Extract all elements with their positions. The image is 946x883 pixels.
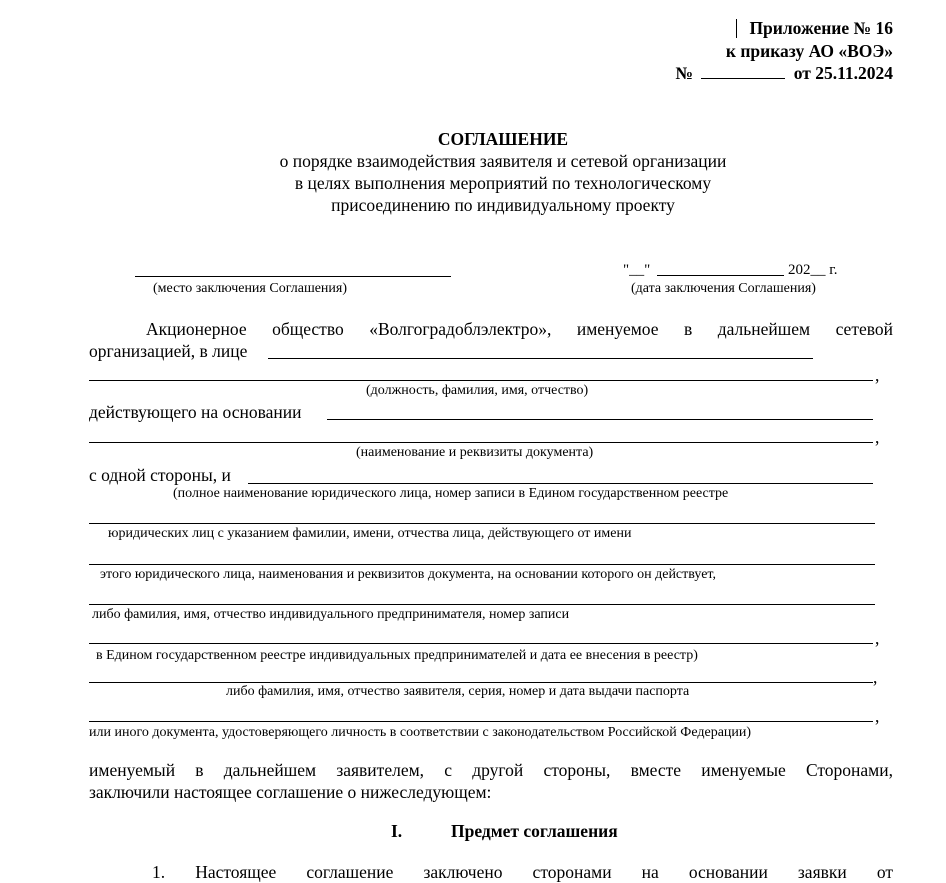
comma: ,	[875, 427, 880, 447]
document-subtitle-2: в целях выполнения мероприятий по технологическому	[294, 173, 712, 193]
comma: ,	[875, 628, 880, 648]
applicant-line-7	[89, 721, 873, 722]
document-caption: (наименование и реквизиты документа)	[356, 445, 594, 460]
applicant-caption-5: в Едином государственном реестре индивидуальных предпринимателей и дата ее внесения в реестр)	[96, 648, 698, 663]
applicant-line-3	[89, 564, 875, 565]
document-title: СОГЛАШЕНИЕ	[437, 129, 569, 149]
applicant-line-1	[248, 483, 873, 484]
section-number: I.	[391, 821, 403, 841]
text-cursor	[736, 19, 737, 38]
appendix-number: Приложение № 16	[749, 18, 893, 38]
intro-line-2: организацией, в лице	[89, 341, 248, 361]
place-caption: (место заключения Соглашения)	[153, 281, 348, 296]
closing-line-2: заключили настоящее соглашение о нижеследующем:	[89, 782, 492, 802]
applicant-line-2	[89, 523, 875, 524]
date-month-line	[657, 275, 784, 276]
applicant-caption-2: юридических лиц с указанием фамилии, имени, отчества лица, действующего от имени	[108, 526, 632, 541]
applicant-line-6	[89, 682, 873, 683]
closing-line-1: именуемый в дальнейшем заявителем, с другой стороны, вместе именуемые Сторонами,	[89, 760, 893, 780]
comma: ,	[875, 706, 880, 726]
position-line	[89, 380, 873, 381]
date-caption: (дата заключения Соглашения)	[631, 281, 816, 296]
document-line	[89, 442, 873, 443]
applicant-caption-6: либо фамилия, имя, отчество заявителя, серия, номер и дата выдачи паспорта	[226, 684, 690, 699]
date-day: "__"	[623, 262, 651, 278]
applicant-line-4	[89, 604, 875, 605]
basis-label: действующего на основании	[89, 402, 302, 422]
applicant-caption-1: (полное наименование юридического лица, номер записи в Едином государственном реестре	[173, 486, 729, 501]
intro-line-1: Акционерное общество «Волгоградоблэлектро», именуемое в дальнейшем сетевой	[146, 319, 893, 339]
date-year: 202__ г.	[788, 262, 838, 278]
applicant-line-5	[89, 643, 873, 644]
one-side-label: с одной стороны, и	[89, 465, 231, 485]
order-reference: к приказу АО «ВОЭ»	[725, 41, 893, 61]
document-subtitle-3: присоединению по индивидуальному проекту	[331, 195, 675, 215]
place-field-line	[135, 276, 451, 277]
position-caption: (должность, фамилия, имя, отчество)	[366, 383, 589, 398]
clause-1-line: 1. Настоящее соглашение заключено сторонами на основании заявки от	[152, 862, 893, 882]
applicant-caption-4: либо фамилия, имя, отчество индивидуального предпринимателя, номер записи	[92, 607, 570, 622]
applicant-caption-7: или иного документа, удостоверяющего личность в соответствии с законодательством Российской Федерации)	[89, 725, 752, 740]
applicant-caption-3: этого юридического лица, наименования и реквизитов документа, на основании которого он действует,	[100, 567, 716, 582]
comma: ,	[875, 365, 880, 385]
document-subtitle-1: о порядке взаимодействия заявителя и сетевой организации	[279, 151, 727, 171]
basis-line	[327, 419, 873, 420]
order-number-date: № от 25.11.2024	[675, 63, 893, 83]
representative-line	[268, 358, 813, 359]
section-title: Предмет соглашения	[451, 821, 618, 841]
comma: ,	[873, 667, 878, 687]
